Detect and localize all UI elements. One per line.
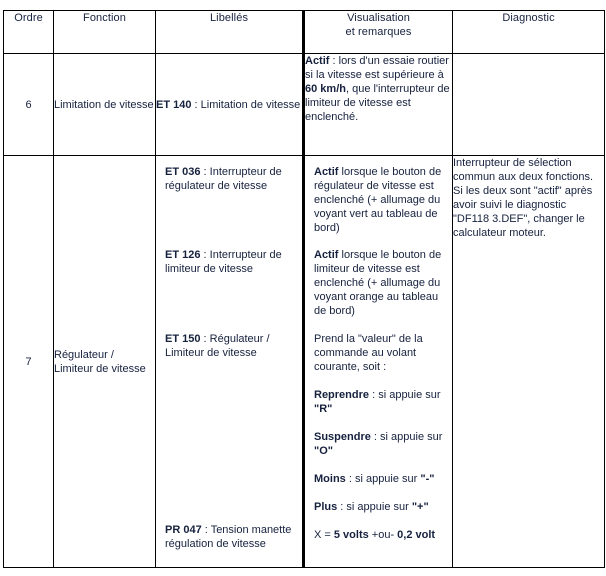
row7-ordre: 7 [4,156,54,568]
visu-text-after: lorsque le bouton de limiteur de vitesse est enclenché (+ allumage du voyant orange au tableau de bord) [314,249,442,317]
libelle-text: Interrupteur de régulateur de vitesse [165,166,282,192]
row6-fonction: Limitation de vitesse [54,54,156,156]
visu-lead: Actif [314,249,339,261]
libelle-sep: : [191,98,201,111]
libelle-text: Limitation de vitesse [200,98,301,111]
visu-entry [314,500,445,514]
visu-emph: 5 volts [333,529,369,541]
row6-diagnostic [453,54,605,156]
visu-lead: Reprendre [314,389,370,401]
visu-lead: Plus [314,501,338,513]
libelle-code: ET 126 [165,249,201,261]
libelle-code: ET 150 [165,333,201,345]
row7-diagnostic: Interrupteur de sélection commun aux deux fonctions. Si les deux sont "actif" après avoir suivi le diagnostic "DF118 3.DEF", changer le calculateur moteur. [453,156,605,568]
visu-emph: "R" [314,403,333,415]
row6-visualisation [304,54,453,156]
visu-emph: "O" [314,445,333,457]
visu-lead: Actif [305,55,330,67]
visu-emph2: 0,2 volt [397,529,436,541]
header-visualisation [304,11,453,54]
visu-lead: Suspendre [314,431,371,443]
libelle-entry [156,98,302,112]
header-diagnostic: Diagnostic [453,11,605,54]
libelle-text: Interrupteur de limiteur de vitesse [165,249,282,275]
visu-text-after: si appuie sur [354,473,421,485]
row7-fonction: Régulateur / Limiteur de vitesse [54,156,156,568]
visu-entry [314,472,445,486]
libelle-sep: : [200,249,210,261]
visu-sep: : [370,431,381,443]
libelle-sep: : [201,524,211,536]
header-ordre: Ordre [4,11,54,54]
table-header-row [4,11,605,54]
visu-text-before: X = [314,529,334,541]
visu-emph: "+" [411,501,429,513]
row7-libelles [156,156,304,568]
libelle-code: ET 036 [165,166,201,178]
header-fonction: Fonction [54,11,156,54]
visu-text-after: si appuie sur [378,389,441,401]
libelle-text: Régulateur / Limiteur de vitesse [165,333,270,359]
visu-text-mid: +ou- [368,529,398,541]
row6-libelles [156,54,304,156]
table-row [4,156,605,568]
visu-entry [314,332,445,374]
libelle-text: Tension manette régulation de vitesse [165,524,292,550]
visu-lead: Actif [314,166,339,178]
visu-text-after: si appuie sur [346,501,412,513]
visu-text-after: , que l'interrupteur de limiteur de vitesse est enclenché. [305,83,450,123]
visu-emph: "-" [420,473,435,485]
libelle-code: ET 140 [156,98,192,111]
visu-sep: : [369,389,379,401]
libelle-code: PR 047 [165,524,202,536]
visu-entry [314,248,445,318]
libelle-entry [165,523,295,551]
visu-entry [314,165,445,235]
libelle-sep: : [200,333,210,345]
header-visualisation-line1: Visualisation [347,12,410,24]
visu-entry [314,388,445,416]
libelle-entry [165,165,295,193]
libelle-entry [165,248,295,276]
visu-entry [314,430,445,458]
visu-entry-voltage [314,528,445,542]
header-libelles: Libellés [156,11,304,54]
visu-lead: Moins [314,473,346,485]
visu-emph: 60 km/h [305,83,346,95]
row7-visualisation [304,156,453,568]
table-row [4,54,605,156]
visu-text-after: si appuie sur [380,431,443,443]
visu-text-after: lorsque le bouton de régulateur de vitesse est enclenché (+ allumage du voyant vert au tableau de bord) [314,166,442,234]
row6-ordre: 6 [4,54,54,156]
visu-sep: : [345,473,355,485]
visu-sep: : [329,55,339,67]
libelle-entry [165,332,295,360]
visu-entry [305,54,452,124]
visu-text-before: lors d'un essaie routier si la vitesse est supérieure à [305,55,449,81]
libelle-sep: : [200,166,210,178]
header-visualisation-line2: et remarques [345,26,412,38]
fault-code-table [3,10,605,568]
visu-sep: : [337,501,347,513]
visu-text-after: Prend la "valeur" de la commande au volant courante, soit : [314,333,423,373]
